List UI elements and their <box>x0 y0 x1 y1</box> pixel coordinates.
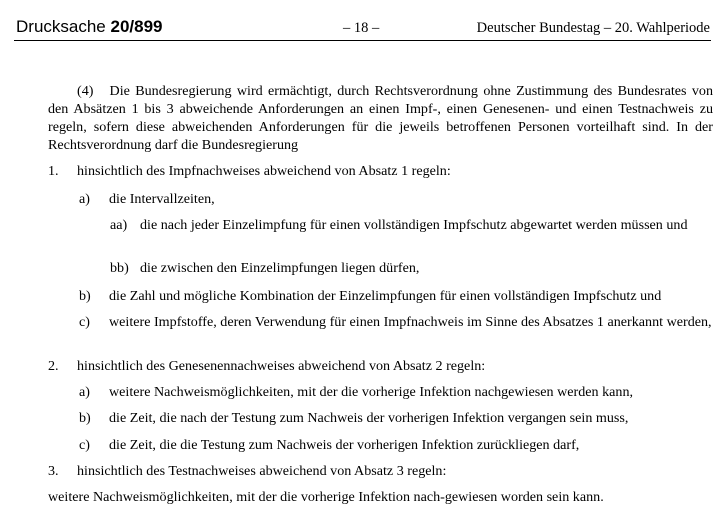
document-type: Drucksache <box>16 17 106 36</box>
page-number: – 18 – <box>343 20 380 36</box>
list-text: weitere Impfstoffe, deren Verwendung für einen Impfnachweis im Sinne des Absatzes 1 anerkannt werden, <box>109 314 712 330</box>
list-label: bb) <box>110 260 129 276</box>
list-label: a) <box>79 384 90 400</box>
page-header <box>0 0 723 46</box>
list-text: die Intervallzeiten, <box>109 191 215 207</box>
list-label: a) <box>79 191 90 207</box>
paragraph-text: Die Bundesregierung wird ermächtigt, durch Rechtsverordnung ohne Zustimmung des Bundesrates von den Absätzen 1 bis 3 abweichende Anforderungen an einen Impf-, einen Genesenen- und einen Testnachweis zu regeln, sofern diese abweichenden Anforderungen für die jeweils betroffenen Personen vorteilhaft sind. In der Rechtsverordnung darf die Bundesregierung <box>48 83 713 153</box>
list-text: weitere Nachweismöglichkeiten, mit der die vorherige Infektion nachgewiesen werden kann, <box>109 384 634 400</box>
list-text: hinsichtlich des Impfnachweises abweichend von Absatz 1 regeln: <box>77 163 451 179</box>
document-number <box>16 17 163 37</box>
list-label: 3. <box>48 463 59 479</box>
paragraph-number: (4) <box>77 83 94 99</box>
list-label: b) <box>79 288 91 304</box>
list-text: die Zeit, die nach der Testung zum Nachweis der vorherigen Infektion vergangen sein muss, <box>109 410 629 426</box>
header-source: Deutscher Bundestag – 20. Wahlperiode <box>476 20 710 36</box>
header-rule <box>14 40 711 41</box>
list-label: aa) <box>110 217 128 233</box>
paragraph-4 <box>48 82 713 154</box>
list-label: 2. <box>48 358 59 374</box>
list-label: 1. <box>48 163 59 179</box>
list-label: b) <box>79 410 91 426</box>
list-text: hinsichtlich des Genesenennachweises abweichend von Absatz 2 regeln: <box>77 358 486 374</box>
list-text: die nach jeder Einzelimpfung für einen vollständigen Impfschutz abgewartet werden müssen und <box>140 217 688 233</box>
list-label: c) <box>79 437 90 453</box>
list-text: die Zahl und mögliche Kombination der Einzelimpfungen für einen vollständigen Impfschutz und <box>109 288 662 304</box>
list-text: die zwischen den Einzelimpfungen liegen dürfen, <box>140 260 420 276</box>
list-text: die Zeit, die die Testung zum Nachweis der vorherigen Infektion zurückliegen darf, <box>109 437 580 453</box>
document-number-value: 20/899 <box>110 17 163 36</box>
final-line: weitere Nachweismöglichkeiten, mit der die vorherige Infektion nach-gewiesen worden sein kann. <box>48 489 604 505</box>
list-text: hinsichtlich des Testnachweises abweichend von Absatz 3 regeln: <box>77 463 447 479</box>
list-label: c) <box>79 314 90 330</box>
